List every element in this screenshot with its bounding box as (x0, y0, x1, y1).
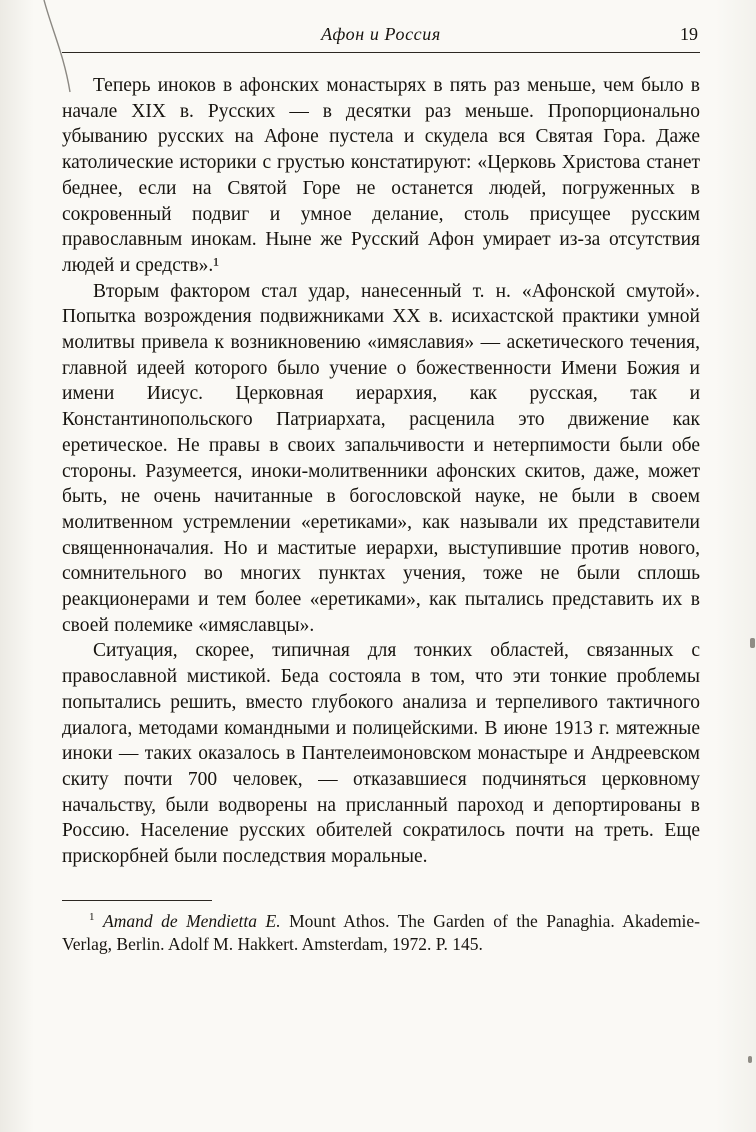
paragraph-1: Теперь иноков в афонских монастырях в пять раз меньше, чем было в начале XIX в. Русских — в десятки раз меньше. Пропорционально убыванию русских на Афоне пустела и скудела вся Святая Гора. Даже католические историки с грустью констатируют: «Церковь Христова станет беднее, если на Святой Горе не останется людей, погруженных в сокровенный подвиг и умное делание, столь присущее русским православным инокам. Ныне же Русский Афон умирает из-за отсутствия людей и средств».¹ (62, 75, 700, 276)
footnote-block (62, 900, 700, 957)
header-rule (62, 52, 700, 53)
footnote-text: Mount Athos. The Garden of the Panaghia. Akademie-Verlag, Berlin. Adolf M. Hakkert. Amsterdam, 1972. P. 145. (62, 910, 701, 955)
paragraph-2: Вторым фактором стал удар, нанесенный т. н. «Афонской смутой». Попытка возрождения подвижниками XX в. исихастской практики умной молитвы привела к возникновению «имяславия» — аскетического течения, главной идеей которого было учение о божественности Имени Божия и имени Иисус. Церковная иерархия, как русская, так и Константинопольского Патриархата, расценила это движение как еретическое. Не правы в своих запальчивости и нетерпимости были обе стороны. Разумеется, иноки-молитвенники афонских скитов, даже, может быть, не очень начитанные в богословской науке, не были в своем молитвенном устремлении «еретиками», как называли их представители священноначалия. Но и маститые иерархи, выступившие против нового, сомнительного во многих пунктах учения, тоже не были сплошь реакционерами и тем более «еретиками», как пытались представить их в своей полемике «имяславцы». (62, 280, 700, 636)
paragraph-3: Ситуация, скорее, типичная для тонких областей, связанных с православной мистикой. Беда состояла в том, что эти тонкие проблемы попытались решить, вместо глубокого анализа и терпеливого тактичного диалога, методами командными и полицейскими. В июне 1913 г. мятежные иноки — таких оказалось в Пантелеимоновском монастыре и Андреевском скиту почти 700 человек, — отказавшиеся подчиняться церковному начальству, были водворены на присланный пароход и депортированы в Россию. Население русских обителей сократилось почти на треть. Еще прискорбней были последствия моральные. (62, 640, 700, 868)
footnote (62, 910, 700, 957)
page-header (62, 24, 700, 50)
footnote-author: Amand de Mendietta E. (103, 910, 281, 931)
footnote-separator (62, 900, 212, 901)
page-number: 19 (680, 24, 698, 44)
running-title: Афон и Россия (321, 24, 441, 44)
page-body (62, 73, 700, 870)
scan-artifact (748, 1056, 752, 1063)
footnote-marker: 1 (89, 910, 95, 923)
scan-artifact (750, 638, 755, 648)
